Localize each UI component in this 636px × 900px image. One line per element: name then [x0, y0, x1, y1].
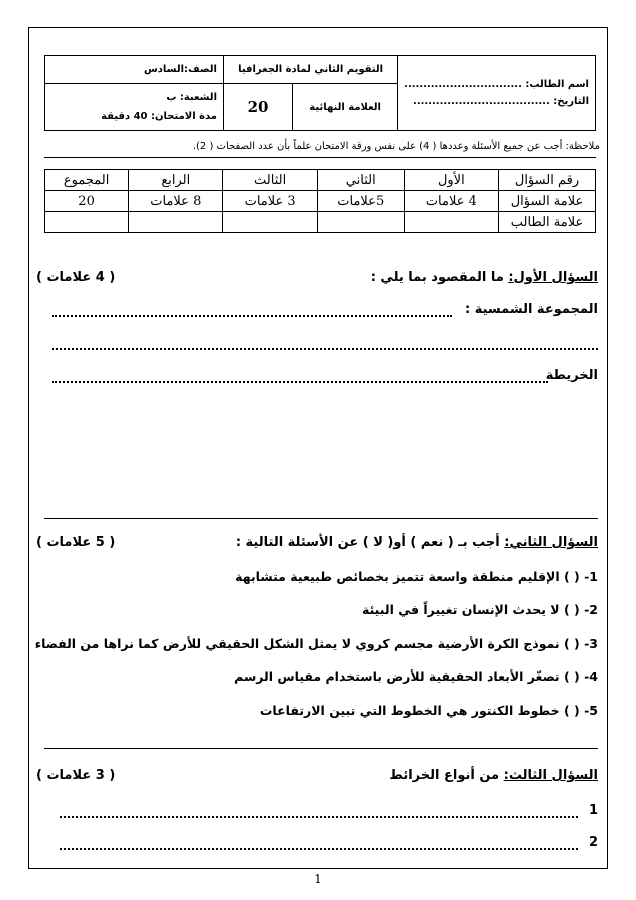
assessment-title: التقويم الثاني لمادة الجغرافيا	[224, 56, 398, 84]
table-cell: الثالث	[223, 170, 317, 191]
date-field[interactable]: التاريخ: ....................................	[413, 96, 589, 107]
table-cell: رقم السؤال	[499, 170, 596, 191]
student-mark-cell[interactable]	[404, 212, 498, 233]
table-cell: 4 علامات	[404, 191, 498, 212]
q3-item-number: 2	[588, 835, 598, 850]
answer-line[interactable]	[60, 848, 578, 850]
answer-line[interactable]	[52, 348, 598, 350]
page-number: 1	[314, 872, 322, 886]
marks-header-row	[45, 170, 596, 191]
answer-line[interactable]	[52, 381, 548, 383]
list-item: 3- ( ) نموذج الكرة الأرضية مجسم كروي لا يمثل الشكل الحقيقي للأرض كما نراها من الفضاء	[34, 636, 598, 651]
student-mark-cell[interactable]	[129, 212, 223, 233]
q1-title	[371, 270, 598, 285]
answer-line[interactable]	[60, 816, 578, 818]
list-item: 2- ( ) لا يحدث الإنسان تغييراً في البيئة	[361, 602, 598, 617]
student-mark-cell[interactable]	[317, 212, 404, 233]
divider	[44, 157, 596, 158]
student-mark-cell[interactable]	[223, 212, 317, 233]
list-item: 5- ( ) خطوط الكنتور هي الخطوط التي تبين الارتفاعات	[259, 703, 598, 718]
student-marks-row	[45, 212, 596, 233]
duration-label: مدة الامتحان: 40 دقيقة	[101, 111, 217, 122]
table-cell: 8 علامات	[129, 191, 223, 212]
section-label: الشعبة: ب	[166, 92, 217, 103]
table-cell: 3 علامات	[223, 191, 317, 212]
q3-title	[389, 768, 598, 783]
divider	[44, 518, 598, 519]
exam-note: ملاحظة: أجب عن جميع الأسئلة وعددها ( 4) على نفس ورقة الامتحان علماً بأن عدد الصفحات ( 2).	[192, 141, 600, 152]
q3-item-number: 1	[588, 803, 598, 818]
q1-text: ما المقصود بما يلي :	[370, 270, 504, 285]
section-duration-cell	[45, 84, 224, 131]
exam-header	[44, 55, 596, 131]
q2-marks: ( 5 علامات )	[36, 535, 116, 550]
table-cell: 5علامات	[317, 191, 404, 212]
q1-label: السؤال الأول:	[508, 270, 598, 285]
q2-title	[236, 535, 598, 550]
list-item: 4- ( ) تصغّر الأبعاد الحقيقية للأرض باستخدام مقياس الرسم	[234, 669, 598, 684]
grade-text: الصف:السادس	[144, 64, 217, 75]
table-cell: 20	[45, 191, 129, 212]
marks-table	[44, 169, 596, 233]
final-mark-value: 20	[224, 84, 293, 131]
q2-text: أجب بـ ( نعم ) أو( لا ) عن الأسئلة التالية :	[235, 535, 500, 550]
table-cell: المجموع	[45, 170, 129, 191]
table-cell: الرابع	[129, 170, 223, 191]
page-border	[28, 27, 608, 869]
list-item: 1- ( ) الإقليم منطقة واسعة تتميز بخصائص طبيعية متشابهة	[235, 569, 598, 584]
grade-label	[45, 56, 224, 84]
student-mark-cell[interactable]	[45, 212, 129, 233]
final-mark-label: العلامة النهائية	[293, 84, 398, 131]
q1-term2: الخريطة	[545, 368, 598, 383]
table-cell: الأول	[404, 170, 498, 191]
q3-text: من أنواع الخرائط	[389, 768, 500, 783]
table-cell: الثاني	[317, 170, 404, 191]
q1-marks: ( 4 علامات )	[36, 270, 116, 285]
question-marks-row	[45, 191, 596, 212]
answer-line[interactable]	[52, 315, 452, 317]
divider	[44, 748, 598, 749]
table-cell: علامة السؤال	[499, 191, 596, 212]
q2-label: السؤال الثاني:	[504, 535, 598, 550]
q3-label: السؤال الثالث:	[503, 768, 598, 783]
table-cell: علامة الطالب	[499, 212, 596, 233]
student-name-field[interactable]: اسم الطالب: ...............................	[404, 79, 589, 90]
q3-marks: ( 3 علامات )	[36, 768, 116, 783]
q1-term1: المجموعة الشمسية :	[464, 302, 598, 317]
student-info-cell	[398, 56, 596, 131]
